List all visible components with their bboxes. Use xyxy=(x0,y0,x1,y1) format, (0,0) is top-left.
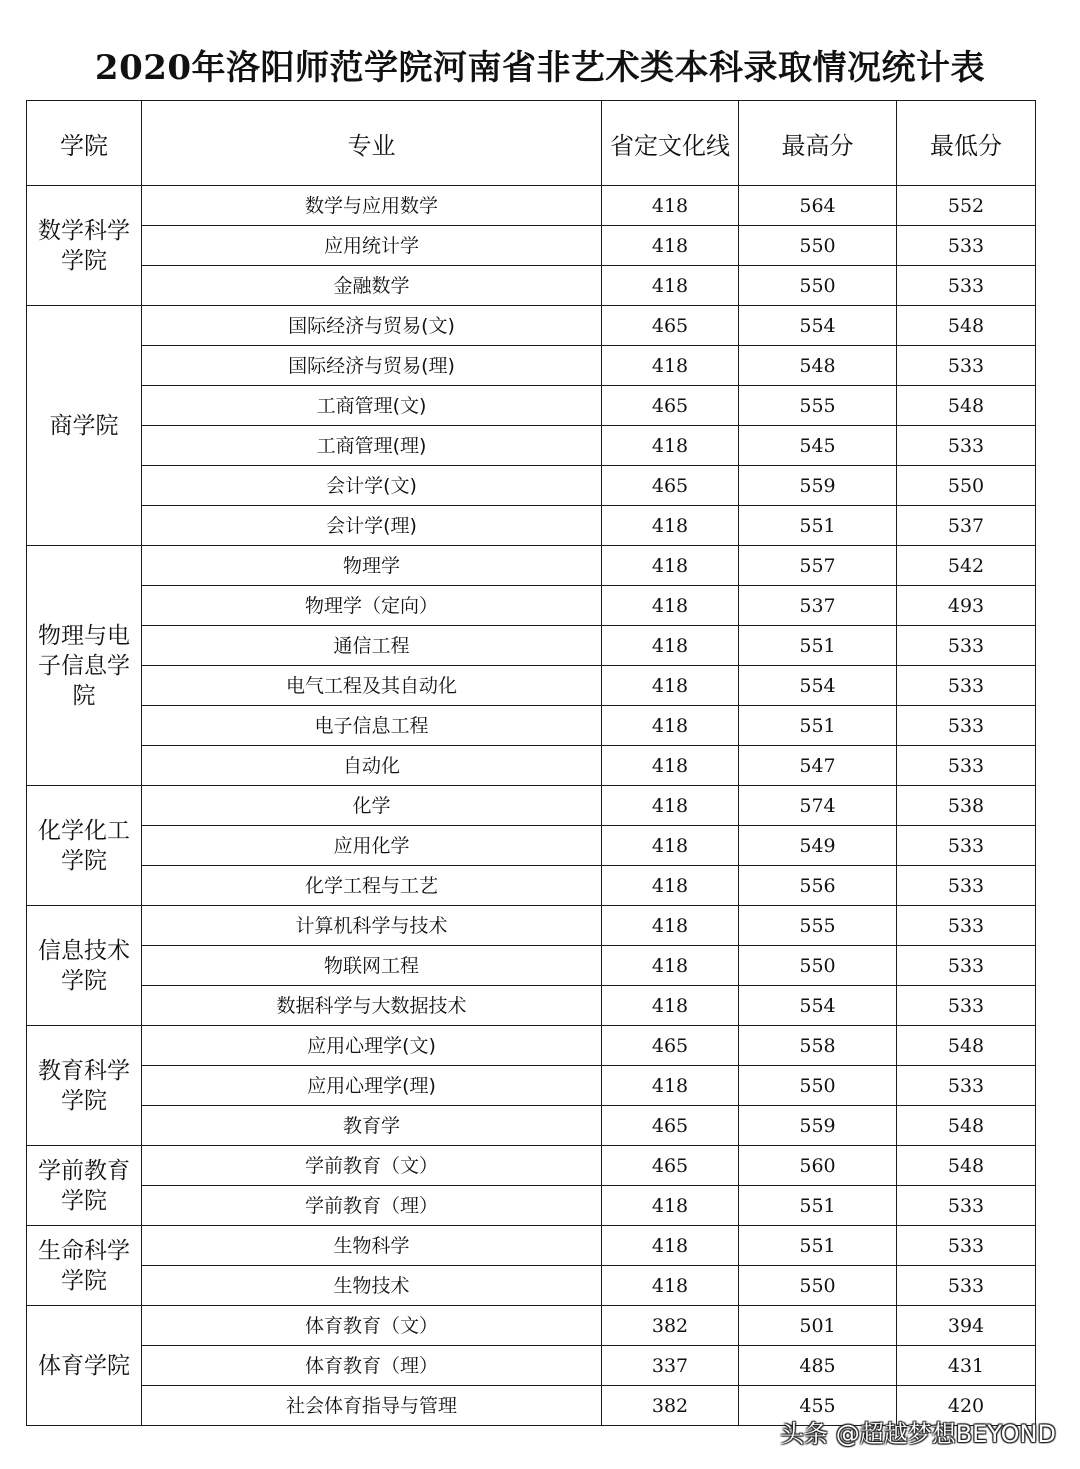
line-cell: 465 xyxy=(602,1146,739,1186)
major-cell: 工商管理(理) xyxy=(142,426,602,466)
line-cell: 465 xyxy=(602,1026,739,1066)
major-cell: 体育教育（文） xyxy=(142,1306,602,1346)
line-cell: 418 xyxy=(602,946,739,986)
min-score-cell: 533 xyxy=(897,986,1036,1026)
min-score-cell: 533 xyxy=(897,226,1036,266)
line-cell: 465 xyxy=(602,306,739,346)
max-score-cell: 559 xyxy=(739,466,897,506)
line-cell: 418 xyxy=(602,426,739,466)
min-score-cell: 533 xyxy=(897,866,1036,906)
line-cell: 418 xyxy=(602,1266,739,1306)
max-score-cell: 557 xyxy=(739,546,897,586)
major-cell: 物理学 xyxy=(142,546,602,586)
table-row xyxy=(27,826,1036,866)
table-row xyxy=(27,306,1036,346)
min-score-cell: 538 xyxy=(897,786,1036,826)
table-row xyxy=(27,186,1036,226)
max-score-cell: 537 xyxy=(739,586,897,626)
min-score-cell: 537 xyxy=(897,506,1036,546)
line-cell: 418 xyxy=(602,826,739,866)
table-row xyxy=(27,1106,1036,1146)
table-row xyxy=(27,626,1036,666)
line-cell: 418 xyxy=(602,626,739,666)
major-cell: 金融数学 xyxy=(142,266,602,306)
line-cell: 418 xyxy=(602,226,739,266)
admission-table xyxy=(26,100,1036,1426)
max-score-cell: 556 xyxy=(739,866,897,906)
table-row xyxy=(27,786,1036,826)
max-score-cell: 551 xyxy=(739,1186,897,1226)
line-cell: 465 xyxy=(602,1106,739,1146)
max-score-cell: 554 xyxy=(739,306,897,346)
major-cell: 生物科学 xyxy=(142,1226,602,1266)
header-max: 最高分 xyxy=(739,101,897,186)
max-score-cell: 564 xyxy=(739,186,897,226)
table-row xyxy=(27,586,1036,626)
max-score-cell: 550 xyxy=(739,1266,897,1306)
college-cell: 学前教育学院 xyxy=(27,1146,142,1226)
min-score-cell: 420 xyxy=(897,1386,1036,1426)
table-row xyxy=(27,506,1036,546)
line-cell: 465 xyxy=(602,466,739,506)
max-score-cell: 455 xyxy=(739,1386,897,1426)
major-cell: 工商管理(文) xyxy=(142,386,602,426)
line-cell: 418 xyxy=(602,1186,739,1226)
table-row xyxy=(27,986,1036,1026)
line-cell: 418 xyxy=(602,906,739,946)
line-cell: 418 xyxy=(602,266,739,306)
min-score-cell: 533 xyxy=(897,946,1036,986)
min-score-cell: 550 xyxy=(897,466,1036,506)
max-score-cell: 550 xyxy=(739,226,897,266)
line-cell: 418 xyxy=(602,1226,739,1266)
major-cell: 数据科学与大数据技术 xyxy=(142,986,602,1026)
max-score-cell: 550 xyxy=(739,266,897,306)
min-score-cell: 552 xyxy=(897,186,1036,226)
major-cell: 电气工程及其自动化 xyxy=(142,666,602,706)
max-score-cell: 545 xyxy=(739,426,897,466)
line-cell: 382 xyxy=(602,1386,739,1426)
line-cell: 418 xyxy=(602,666,739,706)
min-score-cell: 493 xyxy=(897,586,1036,626)
table-row xyxy=(27,666,1036,706)
max-score-cell: 547 xyxy=(739,746,897,786)
table-row xyxy=(27,1346,1036,1386)
line-cell: 418 xyxy=(602,186,739,226)
max-score-cell: 551 xyxy=(739,626,897,666)
header-college: 学院 xyxy=(27,101,142,186)
page-title: 2020年洛阳师范学院河南省非艺术类本科录取情况统计表 xyxy=(94,48,986,88)
max-score-cell: 551 xyxy=(739,706,897,746)
table-row xyxy=(27,1026,1036,1066)
min-score-cell: 548 xyxy=(897,386,1036,426)
line-cell: 418 xyxy=(602,586,739,626)
table-row xyxy=(27,746,1036,786)
line-cell: 418 xyxy=(602,786,739,826)
min-score-cell: 548 xyxy=(897,1026,1036,1066)
major-cell: 自动化 xyxy=(142,746,602,786)
max-score-cell: 485 xyxy=(739,1346,897,1386)
table-row xyxy=(27,386,1036,426)
college-cell: 信息技术学院 xyxy=(27,906,142,1026)
header-line: 省定文化线 xyxy=(602,101,739,186)
min-score-cell: 431 xyxy=(897,1346,1036,1386)
max-score-cell: 560 xyxy=(739,1146,897,1186)
line-cell: 337 xyxy=(602,1346,739,1386)
table-row xyxy=(27,226,1036,266)
table-row xyxy=(27,706,1036,746)
college-cell: 体育学院 xyxy=(27,1306,142,1426)
watermark: 头条 @超越梦想BEYOND xyxy=(780,1420,1056,1448)
table-row xyxy=(27,1066,1036,1106)
min-score-cell: 533 xyxy=(897,1226,1036,1266)
max-score-cell: 555 xyxy=(739,386,897,426)
max-score-cell: 558 xyxy=(739,1026,897,1066)
max-score-cell: 554 xyxy=(739,986,897,1026)
major-cell: 国际经济与贸易(理) xyxy=(142,346,602,386)
major-cell: 物理学（定向） xyxy=(142,586,602,626)
header-major: 专业 xyxy=(142,101,602,186)
major-cell: 化学 xyxy=(142,786,602,826)
line-cell: 418 xyxy=(602,986,739,1026)
min-score-cell: 548 xyxy=(897,1106,1036,1146)
max-score-cell: 555 xyxy=(739,906,897,946)
major-cell: 物联网工程 xyxy=(142,946,602,986)
max-score-cell: 574 xyxy=(739,786,897,826)
major-cell: 应用统计学 xyxy=(142,226,602,266)
college-cell: 教育科学学院 xyxy=(27,1026,142,1146)
max-score-cell: 501 xyxy=(739,1306,897,1346)
table-row xyxy=(27,866,1036,906)
table-body xyxy=(27,186,1036,1426)
major-cell: 电子信息工程 xyxy=(142,706,602,746)
line-cell: 382 xyxy=(602,1306,739,1346)
table-row xyxy=(27,946,1036,986)
major-cell: 学前教育（文） xyxy=(142,1146,602,1186)
major-cell: 教育学 xyxy=(142,1106,602,1146)
college-cell: 生命科学学院 xyxy=(27,1226,142,1306)
min-score-cell: 548 xyxy=(897,306,1036,346)
line-cell: 418 xyxy=(602,866,739,906)
major-cell: 应用心理学(理) xyxy=(142,1066,602,1106)
major-cell: 体育教育（理） xyxy=(142,1346,602,1386)
min-score-cell: 533 xyxy=(897,426,1036,466)
major-cell: 生物技术 xyxy=(142,1266,602,1306)
line-cell: 418 xyxy=(602,546,739,586)
table-row xyxy=(27,266,1036,306)
line-cell: 418 xyxy=(602,506,739,546)
line-cell: 418 xyxy=(602,706,739,746)
major-cell: 学前教育（理） xyxy=(142,1186,602,1226)
min-score-cell: 533 xyxy=(897,346,1036,386)
college-cell: 数学科学学院 xyxy=(27,186,142,306)
major-cell: 国际经济与贸易(文) xyxy=(142,306,602,346)
major-cell: 会计学(文) xyxy=(142,466,602,506)
min-score-cell: 533 xyxy=(897,626,1036,666)
table-row xyxy=(27,1266,1036,1306)
table-row xyxy=(27,1306,1036,1346)
min-score-cell: 533 xyxy=(897,266,1036,306)
college-cell: 物理与电子信息学院 xyxy=(27,546,142,786)
table-row xyxy=(27,346,1036,386)
min-score-cell: 533 xyxy=(897,1186,1036,1226)
college-cell: 化学化工学院 xyxy=(27,786,142,906)
max-score-cell: 551 xyxy=(739,506,897,546)
table-row xyxy=(27,1186,1036,1226)
line-cell: 418 xyxy=(602,746,739,786)
major-cell: 数学与应用数学 xyxy=(142,186,602,226)
max-score-cell: 549 xyxy=(739,826,897,866)
max-score-cell: 550 xyxy=(739,946,897,986)
major-cell: 社会体育指导与管理 xyxy=(142,1386,602,1426)
min-score-cell: 533 xyxy=(897,666,1036,706)
min-score-cell: 533 xyxy=(897,1266,1036,1306)
major-cell: 计算机科学与技术 xyxy=(142,906,602,946)
header-row xyxy=(27,101,1036,186)
min-score-cell: 548 xyxy=(897,1146,1036,1186)
table-row xyxy=(27,466,1036,506)
table-row xyxy=(27,1146,1036,1186)
major-cell: 会计学(理) xyxy=(142,506,602,546)
min-score-cell: 533 xyxy=(897,1066,1036,1106)
major-cell: 通信工程 xyxy=(142,626,602,666)
min-score-cell: 533 xyxy=(897,706,1036,746)
line-cell: 465 xyxy=(602,386,739,426)
max-score-cell: 554 xyxy=(739,666,897,706)
header-min: 最低分 xyxy=(897,101,1036,186)
major-cell: 应用化学 xyxy=(142,826,602,866)
table-row xyxy=(27,546,1036,586)
college-cell: 商学院 xyxy=(27,306,142,546)
table-row xyxy=(27,906,1036,946)
line-cell: 418 xyxy=(602,346,739,386)
major-cell: 应用心理学(文) xyxy=(142,1026,602,1066)
major-cell: 化学工程与工艺 xyxy=(142,866,602,906)
min-score-cell: 533 xyxy=(897,746,1036,786)
max-score-cell: 559 xyxy=(739,1106,897,1146)
max-score-cell: 551 xyxy=(739,1226,897,1266)
min-score-cell: 533 xyxy=(897,826,1036,866)
table-row xyxy=(27,426,1036,466)
max-score-cell: 550 xyxy=(739,1066,897,1106)
min-score-cell: 533 xyxy=(897,906,1036,946)
table-row xyxy=(27,1226,1036,1266)
min-score-cell: 394 xyxy=(897,1306,1036,1346)
line-cell: 418 xyxy=(602,1066,739,1106)
max-score-cell: 548 xyxy=(739,346,897,386)
min-score-cell: 542 xyxy=(897,546,1036,586)
